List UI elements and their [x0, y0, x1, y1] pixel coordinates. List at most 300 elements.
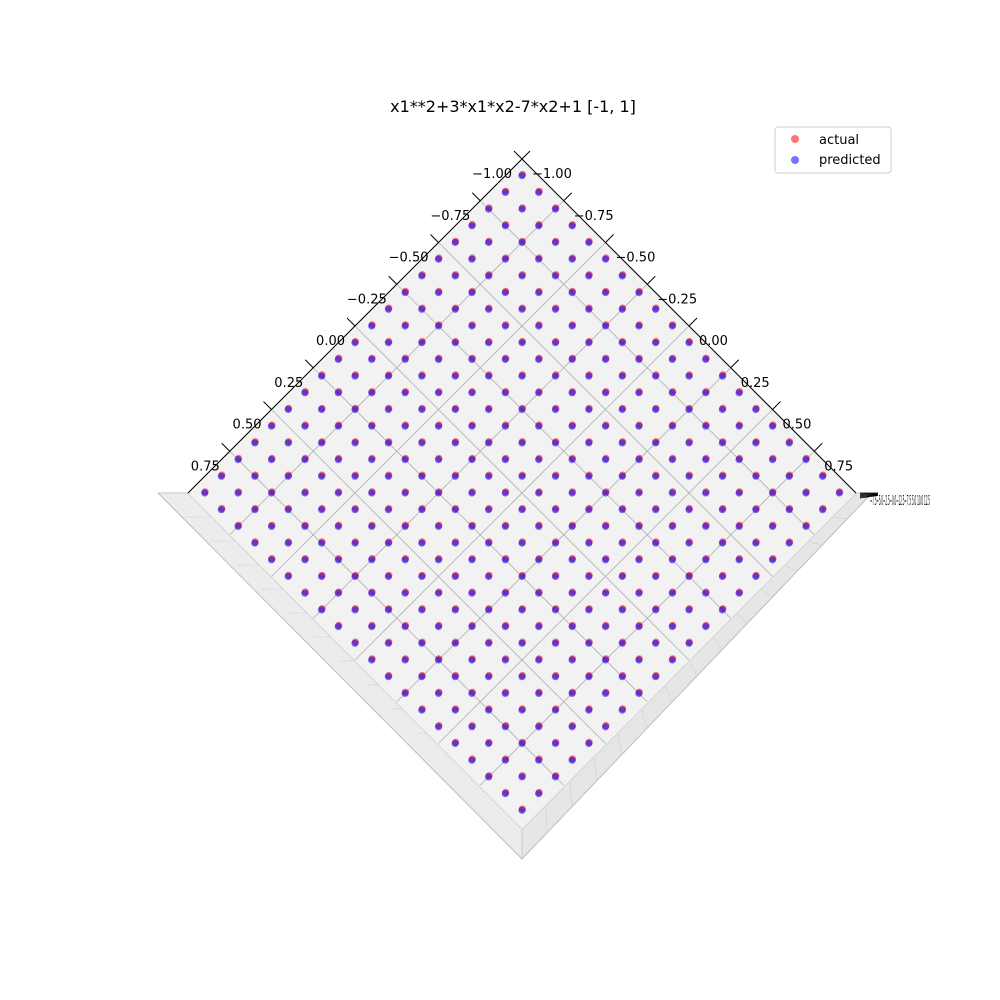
point-predicted: [502, 456, 509, 463]
point-predicted: [468, 456, 475, 463]
point-predicted: [485, 773, 492, 780]
point-predicted: [736, 523, 743, 530]
point-predicted: [819, 506, 826, 513]
point-predicted: [435, 456, 442, 463]
point-predicted: [368, 489, 375, 496]
point-predicted: [518, 473, 525, 480]
point-predicted: [485, 439, 492, 446]
point-predicted: [669, 456, 676, 463]
y-tick-mark: [305, 360, 313, 368]
point-predicted: [402, 556, 409, 563]
point-predicted: [518, 707, 525, 714]
point-predicted: [435, 389, 442, 396]
point-predicted: [518, 506, 525, 513]
point-predicted: [285, 506, 292, 513]
point-predicted: [502, 656, 509, 663]
point-predicted: [518, 239, 525, 246]
point-predicted: [385, 473, 392, 480]
floor-pane: [188, 159, 856, 829]
point-predicted: [452, 239, 459, 246]
point-predicted: [435, 356, 442, 363]
point-predicted: [218, 506, 225, 513]
point-predicted: [452, 506, 459, 513]
point-predicted: [669, 656, 676, 663]
point-predicted: [468, 423, 475, 430]
x-tick-mark: [564, 193, 572, 201]
point-predicted: [602, 723, 609, 730]
y-tick-label: 0.50: [232, 417, 262, 433]
point-predicted: [569, 723, 576, 730]
point-predicted: [585, 740, 592, 747]
point-predicted: [552, 406, 559, 413]
point-predicted: [652, 406, 659, 413]
point-predicted: [569, 389, 576, 396]
point-predicted: [569, 289, 576, 296]
point-predicted: [585, 640, 592, 647]
point-predicted: [435, 590, 442, 597]
point-predicted: [301, 523, 308, 530]
point-predicted: [435, 690, 442, 697]
point-predicted: [502, 423, 509, 430]
point-predicted: [769, 556, 776, 563]
point-predicted: [318, 439, 325, 446]
y-tick-label: −0.50: [388, 250, 429, 266]
point-predicted: [485, 206, 492, 213]
point-predicted: [585, 673, 592, 680]
point-predicted: [452, 540, 459, 547]
point-predicted: [569, 523, 576, 530]
point-predicted: [251, 473, 258, 480]
point-predicted: [351, 640, 358, 647]
legend: [775, 127, 891, 173]
point-predicted: [468, 289, 475, 296]
point-predicted: [585, 306, 592, 313]
point-predicted: [452, 439, 459, 446]
point-predicted: [635, 656, 642, 663]
point-predicted: [535, 222, 542, 229]
x-tick-mark: [814, 443, 822, 451]
point-predicted: [335, 556, 342, 563]
point-predicted: [685, 640, 692, 647]
legend-label-predicted: predicted: [819, 153, 881, 168]
x-tick-mark: [731, 360, 739, 368]
point-predicted: [619, 339, 626, 346]
point-predicted: [485, 506, 492, 513]
point-predicted: [635, 456, 642, 463]
point-predicted: [351, 473, 358, 480]
legend-label-actual: actual: [819, 133, 860, 148]
point-predicted: [485, 339, 492, 346]
point-predicted: [502, 256, 509, 263]
point-predicted: [251, 506, 258, 513]
point-predicted: [652, 540, 659, 547]
point-predicted: [652, 473, 659, 480]
point-predicted: [335, 423, 342, 430]
point-predicted: [385, 439, 392, 446]
point-predicted: [502, 389, 509, 396]
point-predicted: [402, 289, 409, 296]
point-predicted: [385, 406, 392, 413]
point-predicted: [702, 389, 709, 396]
y-tick-mark: [222, 443, 230, 451]
point-predicted: [585, 439, 592, 446]
point-predicted: [402, 322, 409, 329]
point-predicted: [351, 339, 358, 346]
point-predicted: [602, 690, 609, 697]
point-predicted: [335, 489, 342, 496]
x-tick-mark: [522, 151, 530, 159]
point-predicted: [652, 506, 659, 513]
point-predicted: [301, 423, 308, 430]
point-predicted: [402, 656, 409, 663]
z-axis-tick-labels: −7.5−5.0−2.5−0.0−12.5−7.5 5.0 10.0 12.5: [870, 494, 930, 509]
point-predicted: [418, 640, 425, 647]
pane-layer: [158, 159, 872, 859]
point-predicted: [552, 306, 559, 313]
point-predicted: [552, 673, 559, 680]
point-predicted: [418, 406, 425, 413]
point-predicted: [669, 489, 676, 496]
point-predicted: [318, 473, 325, 480]
point-predicted: [552, 740, 559, 747]
point-predicted: [702, 556, 709, 563]
point-predicted: [351, 540, 358, 547]
point-predicted: [585, 406, 592, 413]
point-predicted: [569, 456, 576, 463]
point-predicted: [535, 356, 542, 363]
point-predicted: [602, 256, 609, 263]
chart-title: x1**2+3*x1*x2-7*x2+1 [-1, 1]: [390, 97, 636, 116]
point-predicted: [368, 590, 375, 597]
point-predicted: [535, 456, 542, 463]
point-predicted: [452, 606, 459, 613]
point-predicted: [585, 339, 592, 346]
point-predicted: [418, 707, 425, 714]
point-predicted: [569, 623, 576, 630]
point-predicted: [452, 272, 459, 279]
point-predicted: [685, 506, 692, 513]
point-predicted: [485, 306, 492, 313]
point-predicted: [585, 707, 592, 714]
point-predicted: [569, 256, 576, 263]
point-predicted: [719, 439, 726, 446]
point-predicted: [585, 272, 592, 279]
point-predicted: [268, 489, 275, 496]
point-predicted: [335, 523, 342, 530]
point-predicted: [552, 506, 559, 513]
x-tick-label: −0.25: [657, 292, 698, 308]
point-predicted: [552, 707, 559, 714]
x-tick-label: −0.75: [573, 208, 614, 224]
point-predicted: [251, 439, 258, 446]
point-predicted: [485, 373, 492, 380]
point-predicted: [635, 590, 642, 597]
point-predicted: [569, 322, 576, 329]
point-predicted: [351, 406, 358, 413]
point-predicted: [368, 556, 375, 563]
point-predicted: [569, 556, 576, 563]
point-predicted: [602, 389, 609, 396]
point-predicted: [535, 556, 542, 563]
point-predicted: [585, 606, 592, 613]
point-predicted: [602, 322, 609, 329]
point-predicted: [702, 623, 709, 630]
point-predicted: [736, 590, 743, 597]
y-tick-label: −0.75: [430, 208, 471, 224]
point-predicted: [802, 523, 809, 530]
point-predicted: [786, 506, 793, 513]
point-predicted: [435, 423, 442, 430]
point-predicted: [285, 473, 292, 480]
point-predicted: [786, 473, 793, 480]
point-predicted: [351, 373, 358, 380]
point-predicted: [452, 406, 459, 413]
point-predicted: [669, 389, 676, 396]
point-predicted: [485, 239, 492, 246]
point-predicted: [619, 540, 626, 547]
point-predicted: [502, 222, 509, 229]
y-tick-mark: [347, 318, 355, 326]
point-predicted: [285, 573, 292, 580]
point-predicted: [435, 656, 442, 663]
point-predicted: [268, 523, 275, 530]
point-predicted: [502, 489, 509, 496]
point-predicted: [752, 406, 759, 413]
point-predicted: [702, 523, 709, 530]
point-predicted: [619, 272, 626, 279]
point-predicted: [619, 473, 626, 480]
x-tick-label: 0.00: [699, 334, 728, 349]
point-predicted: [518, 406, 525, 413]
point-predicted: [552, 272, 559, 279]
point-predicted: [368, 356, 375, 363]
point-predicted: [719, 540, 726, 547]
point-predicted: [468, 623, 475, 630]
point-predicted: [435, 523, 442, 530]
point-predicted: [402, 690, 409, 697]
point-predicted: [619, 606, 626, 613]
point-predicted: [569, 690, 576, 697]
y-tick-label: −0.25: [346, 292, 387, 308]
point-predicted: [502, 623, 509, 630]
point-predicted: [402, 423, 409, 430]
y-tick-label: 0.25: [274, 375, 304, 391]
point-predicted: [602, 289, 609, 296]
point-predicted: [552, 439, 559, 446]
point-predicted: [602, 456, 609, 463]
point-predicted: [351, 573, 358, 580]
point-predicted: [619, 640, 626, 647]
point-predicted: [235, 456, 242, 463]
point-predicted: [669, 423, 676, 430]
point-predicted: [652, 439, 659, 446]
point-predicted: [685, 373, 692, 380]
point-predicted: [335, 456, 342, 463]
y-tick-label: 0.00: [316, 334, 345, 349]
point-predicted: [518, 272, 525, 279]
point-predicted: [452, 707, 459, 714]
point-predicted: [385, 606, 392, 613]
point-predicted: [485, 406, 492, 413]
point-predicted: [418, 473, 425, 480]
point-predicted: [569, 590, 576, 597]
point-predicted: [752, 506, 759, 513]
point-predicted: [552, 540, 559, 547]
point-predicted: [485, 673, 492, 680]
point-predicted: [385, 373, 392, 380]
point-predicted: [435, 322, 442, 329]
point-predicted: [368, 656, 375, 663]
point-predicted: [836, 489, 843, 496]
point-predicted: [518, 172, 525, 179]
point-predicted: [351, 606, 358, 613]
point-predicted: [635, 289, 642, 296]
point-predicted: [535, 322, 542, 329]
point-predicted: [552, 573, 559, 580]
point-predicted: [619, 406, 626, 413]
point-predicted: [485, 272, 492, 279]
point-predicted: [385, 540, 392, 547]
point-predicted: [802, 489, 809, 496]
point-predicted: [619, 506, 626, 513]
point-predicted: [602, 656, 609, 663]
point-predicted: [235, 489, 242, 496]
point-predicted: [752, 473, 759, 480]
point-predicted: [535, 790, 542, 797]
point-predicted: [502, 590, 509, 597]
point-predicted: [335, 356, 342, 363]
point-predicted: [752, 573, 759, 580]
point-predicted: [485, 540, 492, 547]
point-predicted: [535, 523, 542, 530]
point-predicted: [268, 456, 275, 463]
point-predicted: [418, 306, 425, 313]
point-predicted: [535, 656, 542, 663]
point-predicted: [535, 389, 542, 396]
point-predicted: [602, 423, 609, 430]
point-predicted: [518, 573, 525, 580]
point-predicted: [635, 423, 642, 430]
point-predicted: [569, 423, 576, 430]
point-predicted: [518, 339, 525, 346]
point-predicted: [268, 556, 275, 563]
point-predicted: [335, 623, 342, 630]
point-predicted: [619, 373, 626, 380]
point-predicted: [418, 540, 425, 547]
point-predicted: [552, 640, 559, 647]
point-predicted: [569, 757, 576, 764]
x-tick-label: 0.25: [740, 375, 770, 391]
point-predicted: [468, 523, 475, 530]
point-predicted: [752, 439, 759, 446]
y-tick-mark: [472, 193, 480, 201]
point-predicted: [318, 540, 325, 547]
point-predicted: [719, 573, 726, 580]
point-predicted: [468, 690, 475, 697]
point-predicted: [736, 423, 743, 430]
point-predicted: [351, 506, 358, 513]
point-predicted: [736, 489, 743, 496]
point-predicted: [719, 373, 726, 380]
point-predicted: [435, 723, 442, 730]
point-predicted: [402, 623, 409, 630]
point-predicted: [685, 540, 692, 547]
point-predicted: [585, 473, 592, 480]
point-predicted: [368, 423, 375, 430]
point-predicted: [385, 339, 392, 346]
point-predicted: [652, 673, 659, 680]
point-predicted: [368, 523, 375, 530]
point-predicted: [468, 389, 475, 396]
point-predicted: [502, 356, 509, 363]
point-predicted: [385, 640, 392, 647]
point-predicted: [502, 556, 509, 563]
point-predicted: [452, 306, 459, 313]
point-predicted: [669, 623, 676, 630]
point-predicted: [669, 356, 676, 363]
point-predicted: [585, 239, 592, 246]
point-predicted: [652, 606, 659, 613]
point-predicted: [452, 339, 459, 346]
point-predicted: [468, 590, 475, 597]
point-predicted: [552, 339, 559, 346]
point-predicted: [301, 590, 308, 597]
point-predicted: [468, 356, 475, 363]
point-predicted: [301, 489, 308, 496]
point-predicted: [719, 473, 726, 480]
point-predicted: [769, 456, 776, 463]
point-predicted: [335, 389, 342, 396]
point-predicted: [585, 573, 592, 580]
point-predicted: [535, 423, 542, 430]
point-predicted: [285, 439, 292, 446]
point-predicted: [602, 356, 609, 363]
point-predicted: [535, 623, 542, 630]
point-predicted: [535, 256, 542, 263]
point-predicted: [518, 673, 525, 680]
point-predicted: [402, 489, 409, 496]
point-predicted: [402, 523, 409, 530]
point-predicted: [518, 640, 525, 647]
x-tick-label: 0.50: [782, 417, 812, 433]
point-predicted: [318, 573, 325, 580]
point-predicted: [635, 623, 642, 630]
point-predicted: [301, 456, 308, 463]
point-predicted: [485, 707, 492, 714]
point-predicted: [685, 439, 692, 446]
point-predicted: [669, 556, 676, 563]
point-predicted: [619, 439, 626, 446]
point-predicted: [702, 423, 709, 430]
point-predicted: [285, 406, 292, 413]
y-tick-mark: [431, 235, 439, 243]
point-predicted: [685, 339, 692, 346]
point-predicted: [385, 673, 392, 680]
point-predicted: [619, 673, 626, 680]
point-predicted: [385, 506, 392, 513]
point-predicted: [385, 573, 392, 580]
x-tick-label: −1.00: [532, 167, 572, 182]
point-predicted: [502, 189, 509, 196]
point-predicted: [685, 606, 692, 613]
point-predicted: [552, 473, 559, 480]
point-predicted: [635, 489, 642, 496]
point-predicted: [418, 673, 425, 680]
point-predicted: [669, 523, 676, 530]
point-predicted: [435, 489, 442, 496]
point-predicted: [669, 590, 676, 597]
point-predicted: [301, 556, 308, 563]
